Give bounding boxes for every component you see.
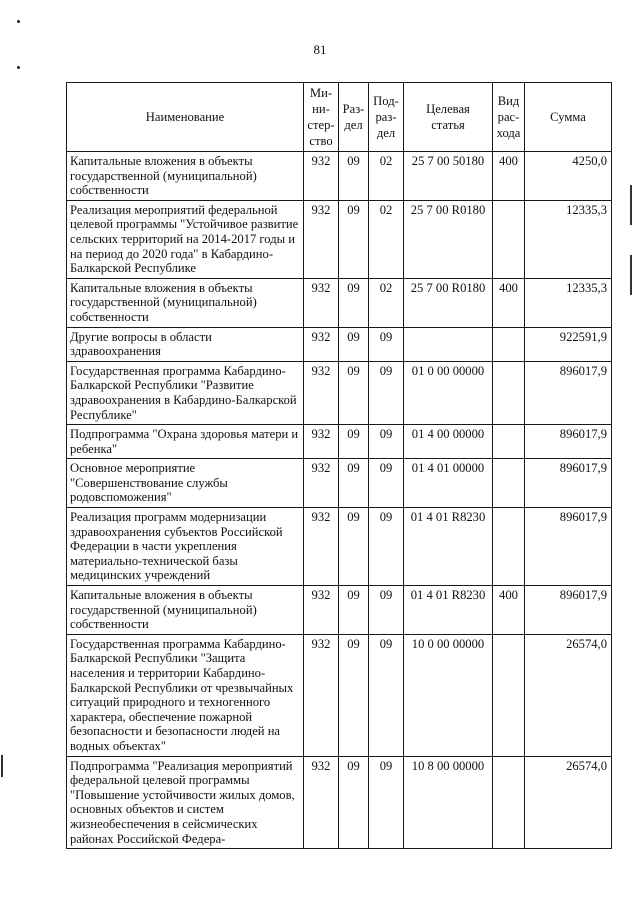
- cell-name: Подпрограмма "Охрана здоровья матери и ребенка": [67, 425, 304, 459]
- cell-expense: 400: [493, 278, 525, 327]
- scan-mark: [17, 66, 20, 69]
- budget-table: [66, 82, 612, 849]
- cell-name: Капитальные вложения в объекты государственной (муниципальной) собственности: [67, 586, 304, 635]
- cell-ministry: 932: [304, 200, 339, 278]
- cell-section: 09: [339, 634, 369, 756]
- cell-name: Основное мероприятие "Совершенствование службы родовспоможения": [67, 459, 304, 508]
- cell-ministry: 932: [304, 152, 339, 201]
- cell-amount: 4250,0: [525, 152, 612, 201]
- scan-edge-line: [630, 185, 632, 225]
- cell-amount: 896017,9: [525, 361, 612, 424]
- cell-amount: 896017,9: [525, 508, 612, 586]
- cell-expense: [493, 756, 525, 849]
- cell-section: 09: [339, 361, 369, 424]
- cell-target: 25 7 00 R0180: [404, 278, 493, 327]
- cell-target: [404, 327, 493, 361]
- header-amount: Сумма: [525, 83, 612, 152]
- cell-expense: [493, 361, 525, 424]
- cell-amount: 26574,0: [525, 756, 612, 849]
- cell-expense: [493, 459, 525, 508]
- cell-subsection: 09: [369, 327, 404, 361]
- cell-target: 01 4 00 00000: [404, 425, 493, 459]
- cell-section: 09: [339, 327, 369, 361]
- cell-ministry: 932: [304, 756, 339, 849]
- cell-expense: [493, 327, 525, 361]
- table-row: [67, 425, 612, 459]
- table-row: [67, 327, 612, 361]
- table-row: [67, 361, 612, 424]
- cell-expense: [493, 425, 525, 459]
- table-row: [67, 756, 612, 849]
- cell-section: 09: [339, 756, 369, 849]
- cell-subsection: 09: [369, 361, 404, 424]
- cell-name: Капитальные вложения в объекты государственной (муниципальной) собственности: [67, 278, 304, 327]
- table-row: [67, 278, 612, 327]
- cell-amount: 896017,9: [525, 425, 612, 459]
- cell-name: Подпрограмма "Реализация мероприятий федеральной целевой программы "Повышение устойчивости жилых домов, основных объектов и систем жизнеобеспечения в сейсмических районах Российской Федера-: [67, 756, 304, 849]
- cell-target: 25 7 00 R0180: [404, 200, 493, 278]
- cell-ministry: 932: [304, 634, 339, 756]
- cell-subsection: 09: [369, 586, 404, 635]
- page-number: 81: [313, 42, 327, 57]
- cell-amount: 896017,9: [525, 459, 612, 508]
- cell-expense: 400: [493, 586, 525, 635]
- cell-amount: 896017,9: [525, 586, 612, 635]
- cell-subsection: 02: [369, 278, 404, 327]
- cell-ministry: 932: [304, 361, 339, 424]
- cell-subsection: 09: [369, 756, 404, 849]
- cell-subsection: 02: [369, 200, 404, 278]
- header-target: Целевая статья: [404, 83, 493, 152]
- cell-section: 09: [339, 278, 369, 327]
- cell-target: 01 4 01 R8230: [404, 586, 493, 635]
- cell-name: Реализация мероприятий федеральной целевой программы "Устойчивое развитие сельских территорий на 2014-2017 годы и на период до 2020 года" в Кабардино-Балкарской Республике: [67, 200, 304, 278]
- cell-amount: 12335,3: [525, 278, 612, 327]
- cell-name: Капитальные вложения в объекты государственной (муниципальной) собственности: [67, 152, 304, 201]
- cell-expense: [493, 634, 525, 756]
- scan-edge-line: [1, 755, 3, 777]
- table-header-row: [67, 83, 612, 152]
- cell-target: 10 8 00 00000: [404, 756, 493, 849]
- table-row: [67, 634, 612, 756]
- cell-ministry: 932: [304, 459, 339, 508]
- cell-name: Государственная программа Кабардино-Балкарской Республики "Защита населения и территории Кабардино-Балкарской Республики от чрезвычайных ситуаций природного и техногенного характера, обеспечение пожарной безопасности и безопасности людей на водных объектах": [67, 634, 304, 756]
- table-row: [67, 200, 612, 278]
- cell-section: 09: [339, 459, 369, 508]
- cell-section: 09: [339, 152, 369, 201]
- header-expense: Вид рас- хода: [493, 83, 525, 152]
- scan-edge-line: [630, 255, 632, 295]
- cell-amount: 26574,0: [525, 634, 612, 756]
- cell-ministry: 932: [304, 508, 339, 586]
- cell-name: Другие вопросы в области здравоохранения: [67, 327, 304, 361]
- cell-ministry: 932: [304, 278, 339, 327]
- cell-section: 09: [339, 425, 369, 459]
- cell-subsection: 09: [369, 508, 404, 586]
- header-subsection: Под- раз- дел: [369, 83, 404, 152]
- cell-expense: [493, 200, 525, 278]
- table-row: [67, 459, 612, 508]
- cell-expense: 400: [493, 152, 525, 201]
- cell-amount: 12335,3: [525, 200, 612, 278]
- header-ministry: Ми- ни- стер- ство: [304, 83, 339, 152]
- scan-mark: [17, 20, 20, 23]
- cell-subsection: 09: [369, 634, 404, 756]
- cell-subsection: 09: [369, 459, 404, 508]
- cell-ministry: 932: [304, 327, 339, 361]
- cell-section: 09: [339, 200, 369, 278]
- header-name: Наименование: [67, 83, 304, 152]
- cell-section: 09: [339, 586, 369, 635]
- cell-amount: 922591,9: [525, 327, 612, 361]
- cell-target: 01 4 01 R8230: [404, 508, 493, 586]
- cell-expense: [493, 508, 525, 586]
- table-row: [67, 508, 612, 586]
- table-row: [67, 152, 612, 201]
- cell-target: 01 0 00 00000: [404, 361, 493, 424]
- cell-ministry: 932: [304, 586, 339, 635]
- cell-subsection: 09: [369, 425, 404, 459]
- cell-name: Реализация программ модернизации здравоохранения субъектов Российской Федерации в части укрепления материально-технической базы медицинских учреждений: [67, 508, 304, 586]
- cell-section: 09: [339, 508, 369, 586]
- table-row: [67, 586, 612, 635]
- cell-subsection: 02: [369, 152, 404, 201]
- cell-name: Государственная программа Кабардино-Балкарской Республики "Развитие здравоохранения в Кабардино-Балкарской Республике": [67, 361, 304, 424]
- header-section: Раз- дел: [339, 83, 369, 152]
- cell-target: 10 0 00 00000: [404, 634, 493, 756]
- cell-target: 25 7 00 50180: [404, 152, 493, 201]
- cell-target: 01 4 01 00000: [404, 459, 493, 508]
- cell-ministry: 932: [304, 425, 339, 459]
